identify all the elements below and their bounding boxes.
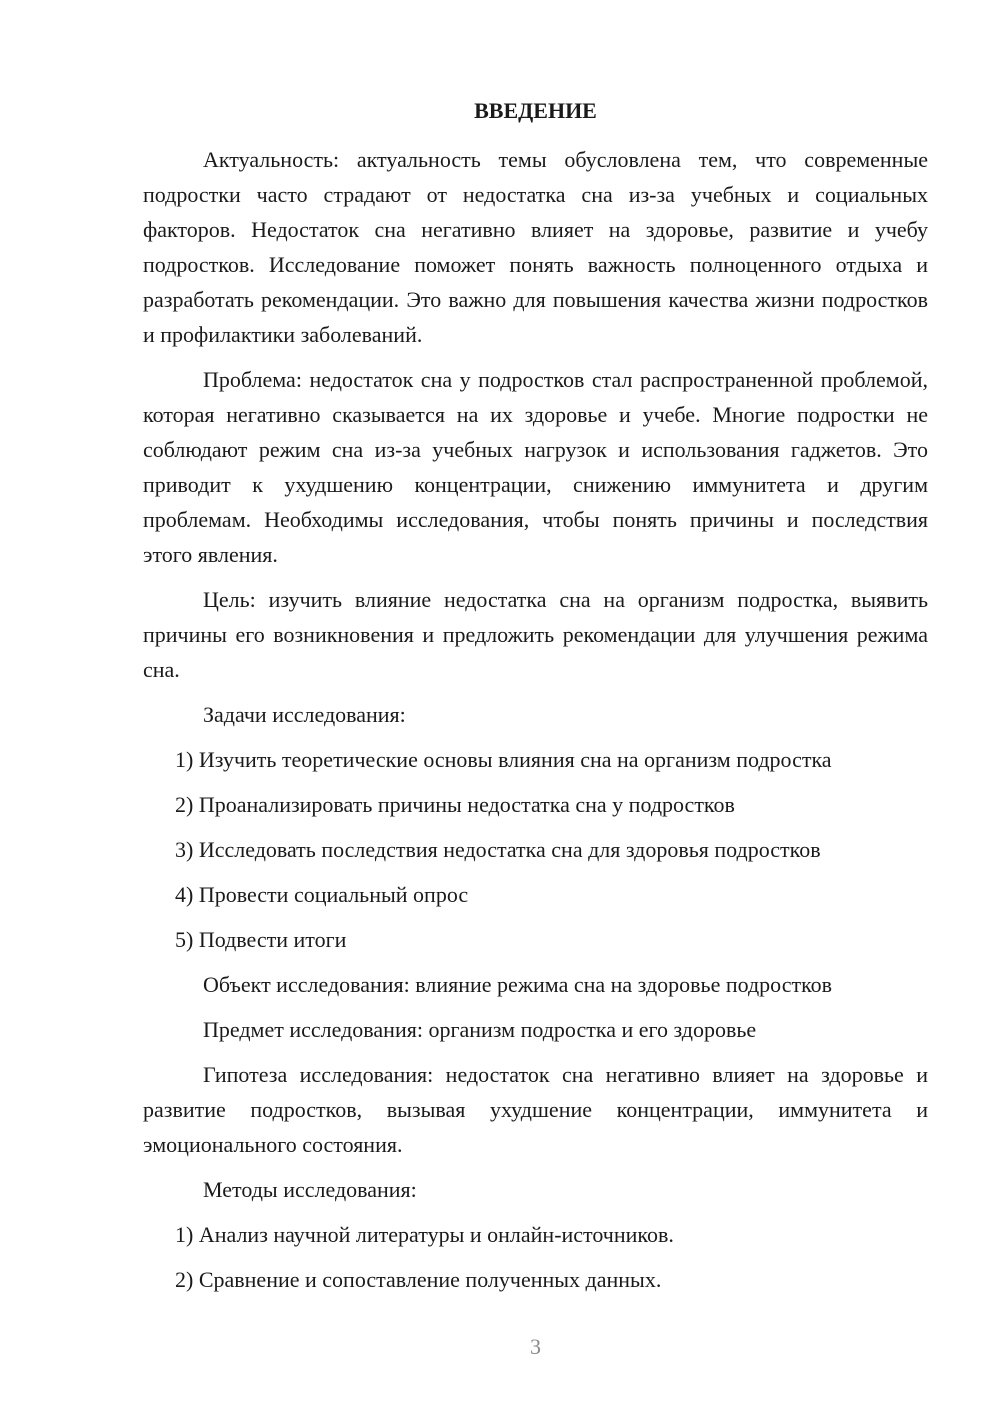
goal-paragraph: Цель: изучить влияние недостатка сна на организм подростка, выявить причины его возникновения и предложить рекомендации для улучшения режима сна. <box>143 587 928 682</box>
methods-heading: Методы исследования: <box>203 1177 417 1202</box>
tasks-heading: Задачи исследования: <box>203 702 406 727</box>
page-number: 3 <box>530 1334 541 1359</box>
task-item: 5) Подвести итоги <box>175 927 347 952</box>
section-title: ВВЕДЕНИЕ <box>474 98 597 123</box>
task-item: 2) Проанализировать причины недостатка сна у подростков <box>175 792 735 817</box>
relevance-paragraph: Актуальность: актуальность темы обусловлена тем, что современные подростки часто страдают от недостатка сна из-за учебных и социальных факторов. Недостаток сна негативно влияет на здоровье, развитие и учебу подростков. Исследование поможет понять важность полноценного отдыха и разработать рекомендации. Это важно для повышения качества жизни подростков и профилактики заболеваний. <box>143 147 928 347</box>
task-item: 4) Провести социальный опрос <box>175 882 469 907</box>
document-page <box>143 0 928 1414</box>
method-item: 2) Сравнение и сопоставление полученных данных. <box>175 1267 662 1292</box>
object-paragraph: Объект исследования: влияние режима сна на здоровье подростков <box>203 972 833 997</box>
task-item: 3) Исследовать последствия недостатка сна для здоровья подростков <box>175 837 821 862</box>
problem-paragraph: Проблема: недостаток сна у подростков стал распространенной проблемой, которая негативно сказывается на их здоровье и учебе. Многие подростки не соблюдают режим сна из-за учебных нагрузок и использования гаджетов. Это приводит к ухудшению концентрации, снижению иммунитета и другим проблемам. Необходимы исследования, чтобы понять причины и последствия этого явления. <box>143 367 928 567</box>
subject-paragraph: Предмет исследования: организм подростка и его здоровье <box>203 1017 757 1042</box>
method-item: 1) Анализ научной литературы и онлайн-источников. <box>175 1222 674 1247</box>
task-item: 1) Изучить теоретические основы влияния сна на организм подростка <box>175 747 832 772</box>
hypothesis-paragraph: Гипотеза исследования: недостаток сна негативно влияет на здоровье и развитие подростков, вызывая ухудшение концентрации, иммунитета и эмоционального состояния. <box>143 1062 928 1157</box>
document-body <box>143 142 928 1307</box>
